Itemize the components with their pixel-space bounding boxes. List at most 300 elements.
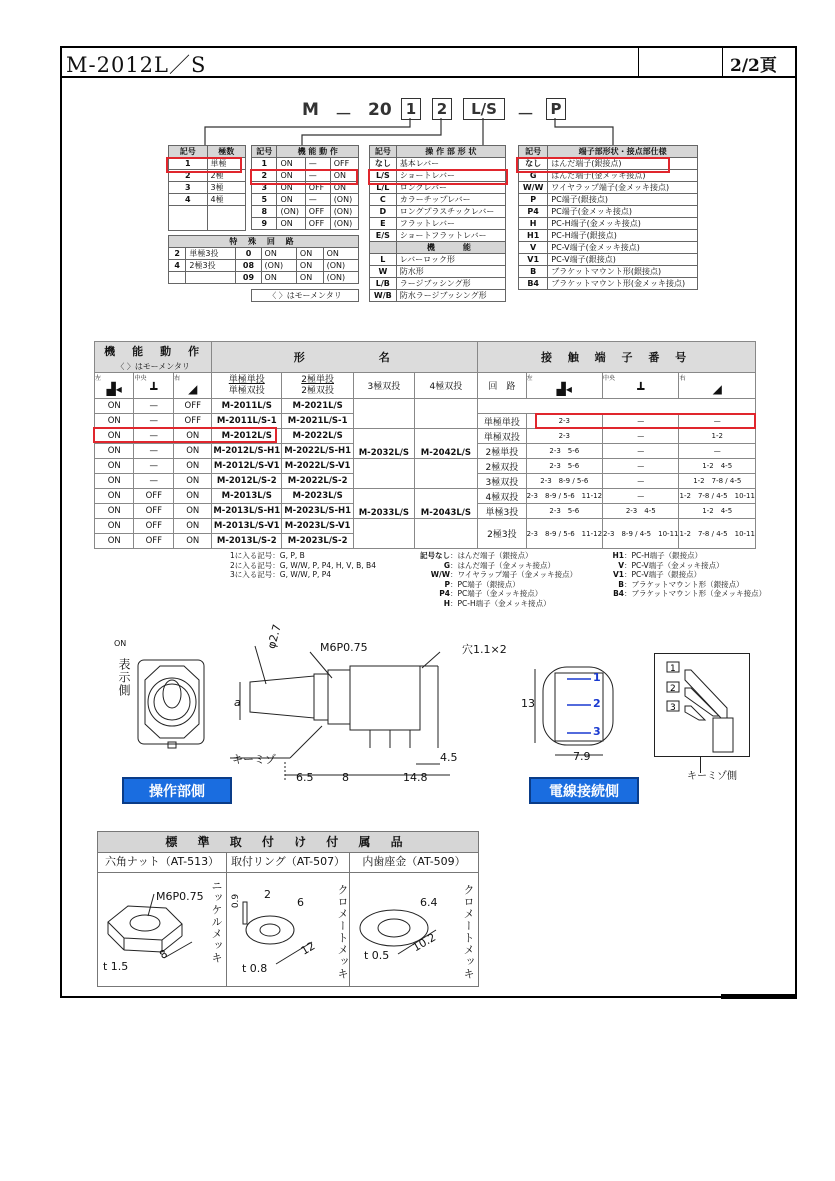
cell: ON (174, 489, 212, 504)
cell: ロングプラスチックレバー (396, 206, 505, 218)
section-header: 機 能 (396, 242, 505, 254)
terminal-view (525, 655, 625, 765)
cell: M-2013L/S-2 (212, 534, 282, 549)
cell: ラージブッシング形 (396, 278, 505, 290)
cell: B4 (519, 278, 548, 290)
note-line (410, 599, 577, 609)
cell: 単極3投 (478, 504, 526, 519)
cell: なし (370, 158, 397, 170)
cell: 2-3 (526, 414, 602, 429)
cell: 0 (236, 248, 261, 260)
cell: M-2011L/S-1 (212, 414, 282, 429)
cell: 単極 (207, 158, 246, 170)
cell: M-2013L/S (212, 489, 282, 504)
washer-dim-10-2: 10.2 (410, 930, 439, 955)
note-code: G (443, 560, 450, 570)
terminal-label: 1 (670, 664, 676, 674)
cell: W/W (519, 182, 548, 194)
cell: 2-3 5-6 (526, 504, 602, 519)
cell: — (305, 194, 330, 206)
cell: — (134, 474, 174, 489)
cell: ON (95, 444, 134, 459)
cell: M-2043L/S (414, 489, 478, 519)
note-desc: ：PC端子（銀接点） (450, 579, 520, 589)
wire-side-label: 電線接続側 (529, 777, 639, 804)
cell: 3 (169, 182, 208, 194)
cell: — (603, 414, 679, 429)
pos-left: 左 ▟◂ (95, 373, 134, 399)
col-3p: 3極双投 (354, 373, 415, 399)
dim-a: a (234, 696, 241, 709)
col-header: 接 触 端 子 番 号 (478, 342, 756, 373)
col-1p (212, 373, 282, 399)
cell (354, 519, 415, 549)
note-line (584, 589, 766, 599)
cell: フラットレバー (396, 218, 505, 230)
cell: OFF (174, 399, 212, 414)
note-code: P4 (439, 589, 450, 598)
cell: ON (174, 504, 212, 519)
cell: ON (174, 519, 212, 534)
dim-6-5: 6.5 (296, 771, 314, 784)
term-pos-center: 中央 ┻ (603, 373, 679, 399)
cell: ON (174, 474, 212, 489)
accessories-title: 標 準 取 付 け 付 属 品 (98, 832, 478, 853)
col-header: 端子部形状・接点部仕様 (548, 146, 698, 158)
dim-thread: M6P0.75 (320, 641, 368, 654)
note-desc: ：ブラケットマウント形（銀接点） (624, 579, 744, 589)
cell: V (519, 242, 548, 254)
accessories-table (97, 831, 479, 987)
cell: M-2012L/S-H1 (212, 444, 282, 459)
cell (414, 459, 478, 489)
cell: 09 (236, 272, 261, 284)
cell: D (370, 206, 397, 218)
cell: なし (519, 158, 548, 170)
accessory-drawings (98, 872, 478, 986)
cell: 3極 (207, 182, 246, 194)
cell: 防水ラージブッシング形 (396, 290, 505, 302)
section-header: 特 殊 回 路 (169, 236, 359, 248)
col-header (95, 342, 212, 373)
cell: OFF (134, 489, 174, 504)
keyway-side-label: キーミゾ側 (687, 771, 737, 782)
cell: ON (174, 444, 212, 459)
cell: — (603, 459, 679, 474)
cell: 2 (252, 170, 277, 182)
cell: OFF (134, 504, 174, 519)
cell: ON (277, 194, 305, 206)
note-desc: ：ワイヤラップ端子（金メッキ接点） (450, 570, 578, 579)
cell: 1-2 7-8 / 4-5 10-11 (679, 489, 756, 504)
cell: OFF (330, 158, 358, 170)
cell: — (134, 444, 174, 459)
cell: M-2022L/S (282, 429, 354, 444)
pn-dash: － (335, 105, 352, 125)
cell: ON (95, 414, 134, 429)
keyway-box (654, 653, 750, 757)
cell: 防水形 (396, 266, 505, 278)
cell: E/S (370, 230, 397, 242)
cell: 8 (252, 206, 277, 218)
acc-washer: 内歯座金（AT-509） (350, 852, 478, 873)
pn-series: 20 (368, 100, 392, 120)
cell: 2-3 8-9 / 5-6 (526, 474, 602, 489)
highlight-box (250, 169, 358, 185)
cell: — (679, 444, 756, 459)
keyway-terminals (655, 654, 749, 756)
cell: ON (174, 429, 212, 444)
cell: M-2012L/S-2 (212, 474, 282, 489)
terminal-1: 1 (593, 671, 601, 684)
cell: — (134, 459, 174, 474)
cell: 2極 (207, 170, 246, 182)
cell: 1 (169, 158, 208, 170)
cell: ON (95, 474, 134, 489)
ring-plating: クロメートメッキ (336, 884, 349, 980)
cell: 2 (169, 170, 208, 182)
nut-plating: ニッケルメッキ (210, 880, 223, 964)
col-header: 操 作 部 形 状 (396, 146, 505, 158)
cell: V1 (519, 254, 548, 266)
dim-7-9: 7.9 (573, 750, 591, 763)
note-code: H (443, 598, 450, 608)
display-side-label: 表示側 (117, 658, 131, 697)
col-header: 記号 (519, 146, 548, 158)
col-4p: 4極双投 (414, 373, 478, 399)
cell: M-2012L/S (212, 429, 282, 444)
document-title: M-2012L／S (66, 53, 207, 77)
col-label: 単極双投 (228, 385, 265, 396)
cell: ON (95, 459, 134, 474)
terminal-3: 3 (593, 725, 601, 738)
cell: 1-2 4-5 (679, 504, 756, 519)
cell: ON (330, 182, 358, 194)
dim-13: 13 (521, 697, 535, 710)
col-header: 機 能 動 作 (277, 146, 359, 158)
note-code: B (618, 579, 624, 589)
cell: ON (95, 519, 134, 534)
cell: 2-3 5-6 (526, 459, 602, 474)
table-row (95, 489, 756, 504)
ring-dim-2: 2 (264, 888, 271, 901)
cell: 5 (252, 194, 277, 206)
cell: ブラケットマウント形(金メッキ接点) (548, 278, 698, 290)
note-line: 2に入る記号：G, W/W, P, P4, H, V, B, B4 (230, 560, 376, 570)
cell: (ON) (330, 218, 358, 230)
cell: M-2032L/S (354, 429, 415, 459)
cell: M-2022L/S-2 (282, 474, 354, 489)
pos-center: 中央 ┻ (134, 373, 174, 399)
note-code: P (444, 579, 450, 589)
cell: 2-3 8-9 / 4-5 10-11 (603, 519, 679, 549)
cell: (ON) (323, 272, 358, 284)
cell: 2極3投 (186, 260, 236, 272)
cell: (ON) (277, 206, 305, 218)
cell: ON (174, 459, 212, 474)
pos-label: 右 (679, 375, 686, 382)
cell: ON (277, 170, 305, 182)
col-header: 記号 (169, 146, 208, 158)
cell: ON (95, 489, 134, 504)
cell: — (305, 170, 330, 182)
cell: 単極3投 (186, 248, 236, 260)
note-desc: ：PC端子（金メッキ接点） (450, 589, 543, 598)
dim-4-5: 4.5 (440, 751, 458, 764)
table-special (168, 235, 359, 284)
cell: 3 (252, 182, 277, 194)
cell: M-2021L/S-1 (282, 414, 354, 429)
cell: — (603, 444, 679, 459)
cell: M-2023L/S-V1 (282, 519, 354, 534)
cell: 単極単投 (478, 414, 526, 429)
cell: 1-2 (679, 429, 756, 444)
nut-thread: M6P0.75 (156, 890, 204, 903)
note-desc: ：PC-H端子（金メッキ接点） (450, 598, 551, 608)
washer-thickness: t 0.5 (364, 949, 390, 962)
pn-box-2: 2 (432, 98, 452, 120)
cell: OFF (305, 182, 330, 194)
note-desc: ：PC-V端子（金メッキ接点） (624, 560, 724, 570)
note-desc: ：PC-H端子（銀接点） (624, 551, 703, 560)
header-bar (60, 46, 797, 78)
pn-m: M (302, 100, 319, 120)
note-line (410, 589, 577, 599)
cell: 3極双投 (478, 474, 526, 489)
keyway-label: キーミゾ (232, 753, 276, 766)
cell: W (370, 266, 397, 278)
note-line (410, 570, 577, 580)
cell: — (305, 158, 330, 170)
pos-label: 左 (95, 375, 102, 382)
nut-dim-8: 8 (157, 947, 170, 962)
cell: P4 (519, 206, 548, 218)
cell: 2-3 (526, 429, 602, 444)
cell: 2 (169, 248, 186, 260)
cell: PC-V端子(金メッキ接点) (548, 242, 698, 254)
cell (414, 399, 478, 429)
cell: OFF (134, 519, 174, 534)
dim-phi: φ2.7 (264, 622, 284, 651)
pos-right: 右 ◢ (174, 373, 212, 399)
header-divider (722, 46, 723, 76)
term-pos-left: 左 ▟◂ (526, 373, 602, 399)
note-code: 記号なし (420, 551, 450, 560)
highlight-box (368, 169, 508, 185)
cell (207, 206, 246, 231)
cell: 2極双投 (478, 459, 526, 474)
bottom-rule (721, 994, 797, 999)
cell: 2-3 4-5 (603, 504, 679, 519)
pn-box-1: 1 (401, 98, 421, 120)
cell: L/L (370, 182, 397, 194)
cell: H1 (519, 230, 548, 242)
col-label: 2極単投 (301, 374, 334, 385)
cell (414, 519, 478, 549)
cell (186, 272, 236, 284)
washer-plating: クロメートメッキ (462, 884, 475, 980)
cell: カラーチップレバー (396, 194, 505, 206)
cell: ON (330, 170, 358, 182)
note-line (584, 580, 766, 590)
note-desc: ：ブラケットマウント形（金メッキ接点） (624, 589, 767, 598)
cell: — (603, 429, 679, 444)
ring-dim-6: 6 (297, 896, 304, 909)
cell: 1-2 7-8 / 4-5 (679, 474, 756, 489)
cell: M-2022L/S-V1 (282, 459, 354, 474)
highlight-box (93, 427, 277, 443)
pos-label: 左 (526, 375, 533, 382)
cell: — (603, 474, 679, 489)
terminal-2: 2 (593, 697, 601, 710)
cell: B (519, 266, 548, 278)
cell: M-2033L/S (354, 489, 415, 519)
cell: 1 (252, 158, 277, 170)
cell: ON (174, 534, 212, 549)
cell: E (370, 218, 397, 230)
page-number: 2/2頁 (730, 56, 777, 76)
cell: ON (95, 534, 134, 549)
cell: 08 (236, 260, 261, 272)
cell: H (519, 218, 548, 230)
cell: OFF (305, 218, 330, 230)
note-code: V (618, 560, 624, 570)
notes-left (230, 551, 376, 580)
col-2p (282, 373, 354, 399)
cell: (ON) (330, 194, 358, 206)
cell: C (370, 194, 397, 206)
cell: G (519, 170, 548, 182)
col-label: 単極単投 (228, 374, 265, 385)
cell: ON (95, 429, 134, 444)
cell: L/S (370, 170, 397, 182)
cell (370, 242, 397, 254)
cell: 4極双投 (478, 489, 526, 504)
cell: ON (95, 399, 134, 414)
cell: M-2021L/S (282, 399, 354, 414)
highlight-box (535, 413, 756, 429)
cell: 単極双投 (478, 429, 526, 444)
acc-nut: 六角ナット（AT-513） (98, 852, 227, 873)
dim-hole: 穴1.1×2 (462, 643, 507, 656)
cell: 2-3 8-9 / 5-6 11-12 (526, 519, 602, 549)
cell: はんだ端子(銀接点) (548, 158, 698, 170)
cell (169, 272, 186, 284)
cell: — (134, 414, 174, 429)
cell: M-2011L/S (212, 399, 282, 414)
cell: ON (277, 218, 305, 230)
cell: ON (323, 248, 358, 260)
cell: 1-2 4-5 (679, 459, 756, 474)
cell: 9 (252, 218, 277, 230)
washer-dim-6-4: 6.4 (420, 896, 438, 909)
notes-mid (410, 551, 577, 608)
cell: M-2012L/S-V1 (212, 459, 282, 474)
cell: P (519, 194, 548, 206)
table-row (95, 399, 756, 414)
cell: ON (296, 272, 323, 284)
col-header: 記号 (370, 146, 397, 158)
cell: M-2042L/S (414, 429, 478, 459)
cell: ワイヤラップ端子(金メッキ接点) (548, 182, 698, 194)
cell: PC-H端子(金メッキ接点) (548, 218, 698, 230)
cell: OFF (174, 414, 212, 429)
on-marker (114, 640, 126, 648)
col-label: 2極双投 (301, 385, 334, 396)
note-code: H1 (612, 551, 624, 560)
note-line (410, 580, 577, 590)
cell: 2極3投 (478, 519, 526, 549)
cell: ON (296, 260, 323, 272)
cell: はんだ端子(金メッキ接点) (548, 170, 698, 182)
table-function (251, 145, 359, 230)
header-func-sub: 〈 〉はモーメンタリ (116, 361, 190, 371)
col-header: 形 名 (212, 342, 478, 373)
cell: ショートレバー (396, 170, 505, 182)
cell: 4 (169, 260, 186, 272)
note-line: 3に入る記号：G, W/W, P, P4 (230, 570, 332, 579)
highlight-box (166, 157, 242, 173)
pn-box-3: L/S (463, 98, 505, 120)
note-desc: ：PC-V端子（銀接点） (624, 570, 702, 579)
ring-thickness: t 0.8 (242, 962, 268, 975)
cell: 1-2 7-8 / 4-5 10-11 (679, 519, 756, 549)
terminal-label: 2 (670, 684, 676, 694)
cell: — (679, 414, 756, 429)
pos-label: 中央 (603, 375, 616, 382)
term-pos-right: 右 ◢ (679, 373, 756, 399)
note-line (584, 551, 766, 561)
header-divider (638, 46, 639, 76)
cell: PC端子(銀接点) (548, 194, 698, 206)
cell (354, 459, 415, 489)
notes-right (584, 551, 766, 599)
cell: ON (296, 248, 323, 260)
note-line (410, 561, 577, 571)
cell: PC-V端子(銀接点) (548, 254, 698, 266)
nut-thickness: t 1.5 (103, 960, 129, 973)
note-line (410, 551, 577, 561)
note-line (584, 561, 766, 571)
cell: 4 (169, 194, 208, 206)
dim-14-8: 14.8 (403, 771, 428, 784)
table-row (95, 519, 756, 534)
note-line: 1に入る記号：G, P, B (230, 551, 305, 560)
cell: ON (277, 182, 305, 194)
main-table (94, 341, 756, 549)
note-code: V1 (612, 570, 624, 579)
cell: 2-3 8-9 / 5-6 11-12 (526, 489, 602, 504)
cell: M-2023L/S-2 (282, 534, 354, 549)
cell: ブラケットマウント形(銀接点) (548, 266, 698, 278)
cell: ロングレバー (396, 182, 505, 194)
note-desc: ：はんだ端子（銀接点） (450, 551, 533, 560)
on-text: ON (114, 639, 127, 648)
ring-dim-12: 12 (298, 939, 318, 958)
dim-8: 8 (342, 771, 349, 784)
cell: (ON) (330, 206, 358, 218)
cell: M-2023L/S-H1 (282, 504, 354, 519)
cell: W/B (370, 290, 397, 302)
operation-side-label: 操作部側 (122, 777, 232, 804)
cell: ON (95, 504, 134, 519)
cell: PC端子(金メッキ接点) (548, 206, 698, 218)
cell: OFF (305, 206, 330, 218)
ring-dim-0-9: 0.9 (231, 893, 242, 909)
col-circuit: 回 路 (478, 373, 526, 399)
col-header: 記号 (252, 146, 277, 158)
cell: レバーロック形 (396, 254, 505, 266)
